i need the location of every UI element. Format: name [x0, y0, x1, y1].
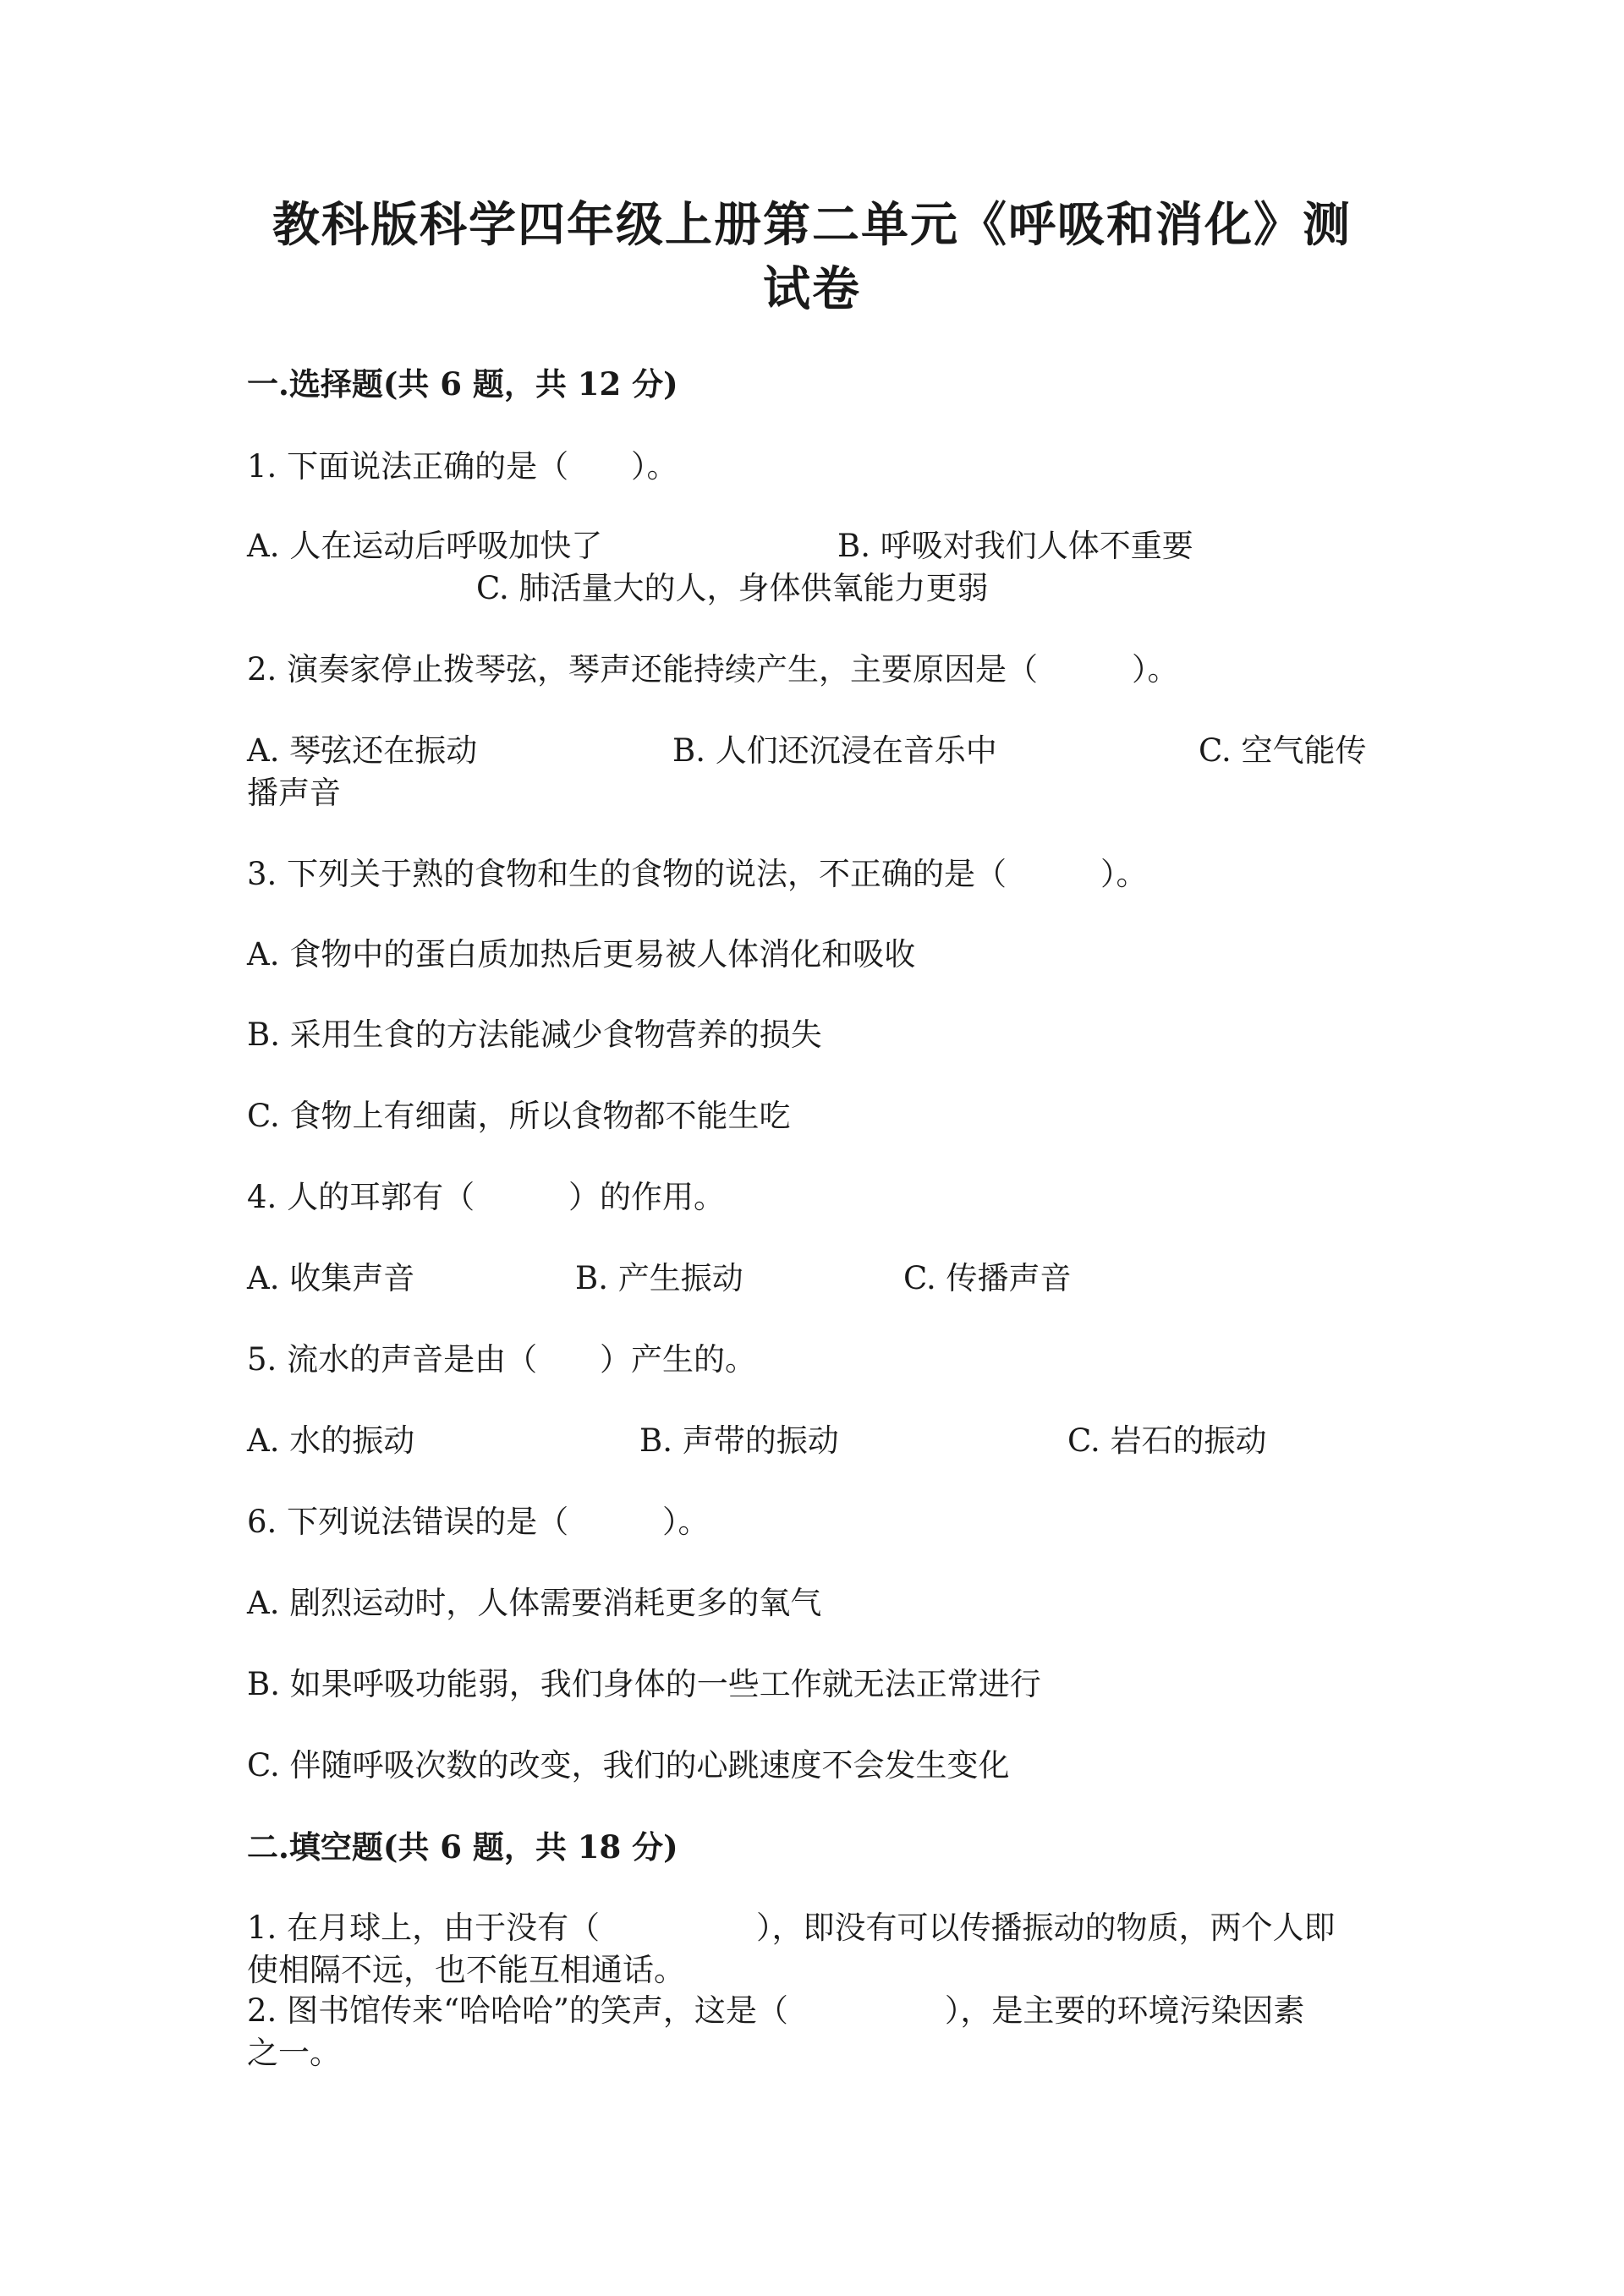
option-a: A. 水的振动 [247, 1422, 415, 1459]
title-line-2: 试卷 [763, 261, 861, 317]
option-a: A. 食物中的蛋白质加热后更易被人体消化和吸收 [247, 936, 916, 973]
page-title [254, 193, 1370, 321]
question-stem: 4. 人的耳郭有（ ）的作用。 [247, 1179, 726, 1215]
question-stem: 3. 下列关于熟的食物和生的食物的说法，不正确的是（ ）。 [247, 856, 1148, 892]
option-b: B. 如果呼吸功能弱，我们身体的一些工作就无法正常进行 [247, 1666, 1041, 1702]
option-b: B. 产生振动 [575, 1260, 743, 1296]
question-stem: 2. 演奏家停止拨琴弦，琴声还能持续产生，主要原因是（ ）。 [247, 651, 1179, 688]
title-line-1: 教科版科学四年级上册第二单元《呼吸和消化》测 [272, 197, 1352, 253]
question-stem: 1. 下面说法正确的是（ ）。 [247, 448, 678, 485]
option-a: A. 剧烈运动时，人体需要消耗更多的氧气 [247, 1585, 822, 1621]
question-stem: 6. 下列说法错误的是（ ）。 [247, 1504, 710, 1540]
option-c: C. 岩石的振动 [1067, 1422, 1267, 1459]
option-c: C. 空气能传 [1199, 732, 1367, 769]
option-c: C. 伴随呼吸次数的改变，我们的心跳速度不会发生变化 [247, 1747, 1010, 1784]
option-c: C. 食物上有细菌，所以食物都不能生吃 [247, 1098, 791, 1134]
fill-question-line-2: 使相隔不远，也不能互相通话。 [247, 1952, 685, 1988]
option-a: A. 琴弦还在振动 [247, 732, 478, 769]
option-a: A. 收集声音 [247, 1260, 415, 1296]
option-c-continued: 播声音 [247, 775, 341, 811]
section-heading-choice: 一.选择题(共 6 题，共 12 分) [247, 365, 678, 403]
section-heading-fill-blank: 二.填空题(共 6 题，共 18 分) [247, 1828, 678, 1866]
fill-question-line-1: 1. 在月球上，由于没有（ ），即没有可以传播振动的物质，两个人即 [247, 1910, 1336, 1946]
option-a: A. 人在运动后呼吸加快了 [247, 528, 603, 564]
option-b: B. 人们还沉浸在音乐中 [672, 732, 997, 769]
option-b: B. 声带的振动 [639, 1422, 839, 1459]
option-c: C. 传播声音 [903, 1260, 1072, 1296]
fill-question-line-2: 之一。 [247, 2035, 341, 2071]
question-stem: 5. 流水的声音是由（ ）产生的。 [247, 1341, 757, 1378]
option-b: B. 呼吸对我们人体不重要 [837, 528, 1193, 564]
option-c: C. 肺活量大的人，身体供氧能力更弱 [476, 570, 989, 606]
option-b: B. 采用生食的方法能减少食物营养的损失 [247, 1016, 822, 1053]
fill-question-line-1: 2. 图书馆传来“哈哈哈”的笑声，这是（ ），是主要的环境污染因素 [247, 1992, 1305, 2029]
